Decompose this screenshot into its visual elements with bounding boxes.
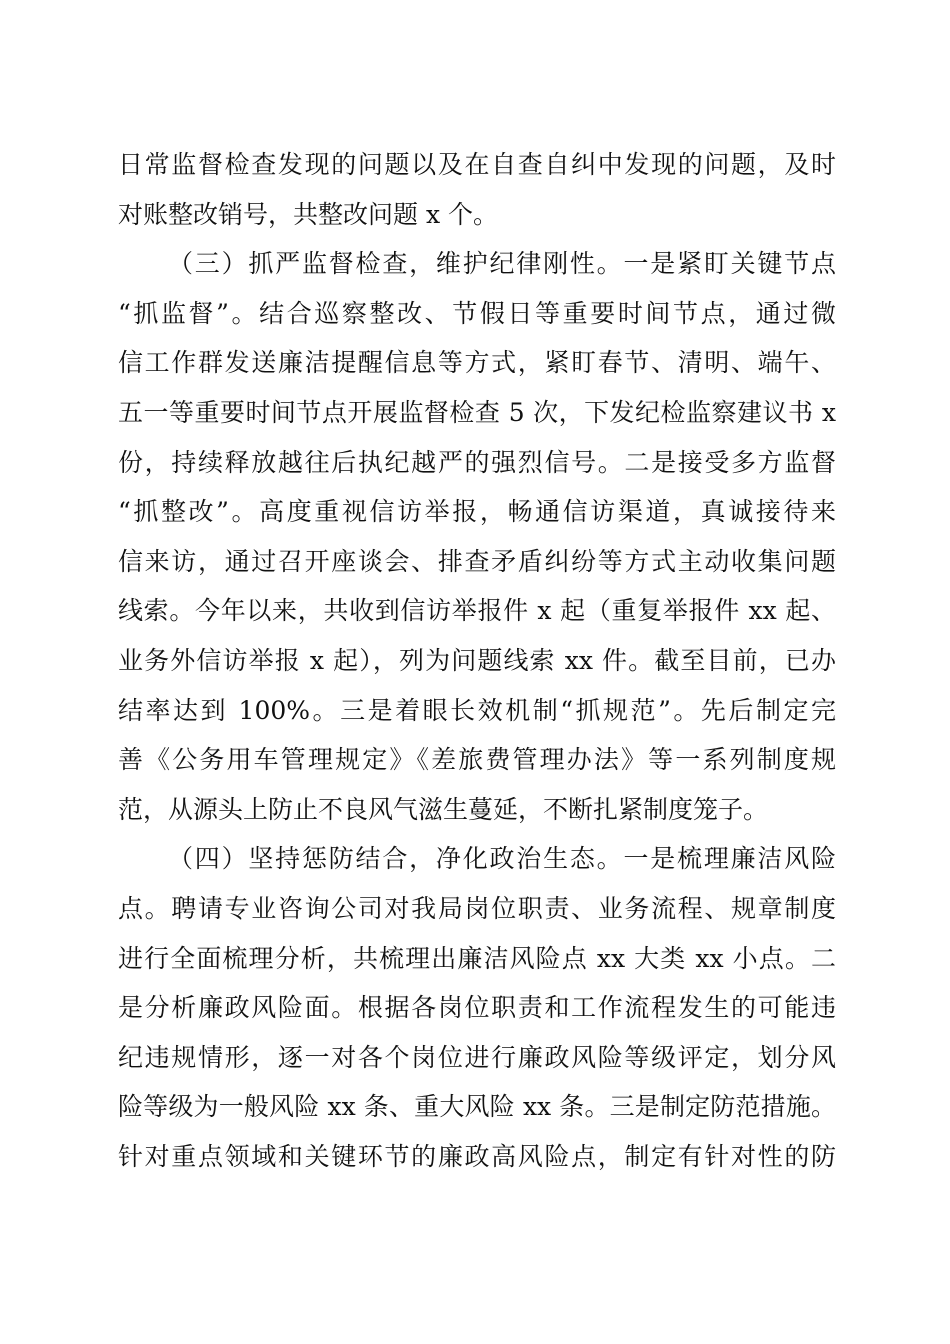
text-line: （四）坚持惩防结合，净化政治生态。一是梳理廉洁风险 (168, 844, 836, 874)
text-line: 对账整改销号，共整改问题 x 个。 (118, 199, 498, 229)
text-line: 针对重点领域和关键环节的廉政高风险点，制定有针对性的防 (118, 1141, 836, 1171)
text-line: 结率达到 100%。三是着眼长效机制“抓规范”。先后制定完 (118, 695, 836, 725)
text-line: 份，持续释放越往后执纪越严的强烈信号。二是接受多方监督 (118, 447, 836, 477)
text-line: 业务外信访举报 x 起），列为问题线索 xx 件。截至目前，已办 (118, 645, 836, 675)
text-line: 险等级为一般风险 xx 条、重大风险 xx 条。三是制定防范措施。 (118, 1092, 836, 1122)
text-line: “抓整改”。高度重视信访举报，畅通信访渠道，真诚接待来 (118, 497, 836, 527)
text-line: 是分析廉政风险面。根据各岗位职责和工作流程发生的可能违 (118, 993, 836, 1023)
text-line: 日常监督检查发现的问题以及在自查自纠中发现的问题，及时 (118, 150, 836, 179)
text-line: 信工作群发送廉洁提醒信息等方式，紧盯春节、清明、端午、 (118, 348, 836, 378)
text-line: 进行全面梳理分析，共梳理出廉洁风险点 xx 大类 xx 小点。二 (118, 943, 836, 973)
text-line: 线索。今年以来，共收到信访举报件 x 起（重复举报件 xx 起、 (118, 596, 836, 626)
text-line: 信来访，通过召开座谈会、排查矛盾纠纷等方式主动收集问题 (118, 546, 836, 576)
document-body (118, 140, 836, 1181)
text-line: 善《公务用车管理规定》《差旅费管理办法》等一系列制度规 (118, 745, 836, 775)
text-line: （三）抓严监督检查，维护纪律刚性。一是紧盯关键节点 (168, 249, 836, 279)
text-line: 点。聘请专业咨询公司对我局岗位职责、业务流程、规章制度 (118, 893, 836, 923)
text-line: 五一等重要时间节点开展监督检查 5 次，下发纪检监察建议书 x (118, 397, 836, 427)
text-line: 范，从源头上防止不良风气滋生蔓延，不断扎紧制度笼子。 (118, 794, 769, 824)
text-line: 纪违规情形，逐一对各个岗位进行廉政风险等级评定，划分风 (118, 1042, 836, 1072)
text-line: “抓监督”。结合巡察整改、节假日等重要时间节点，通过微 (118, 298, 836, 328)
